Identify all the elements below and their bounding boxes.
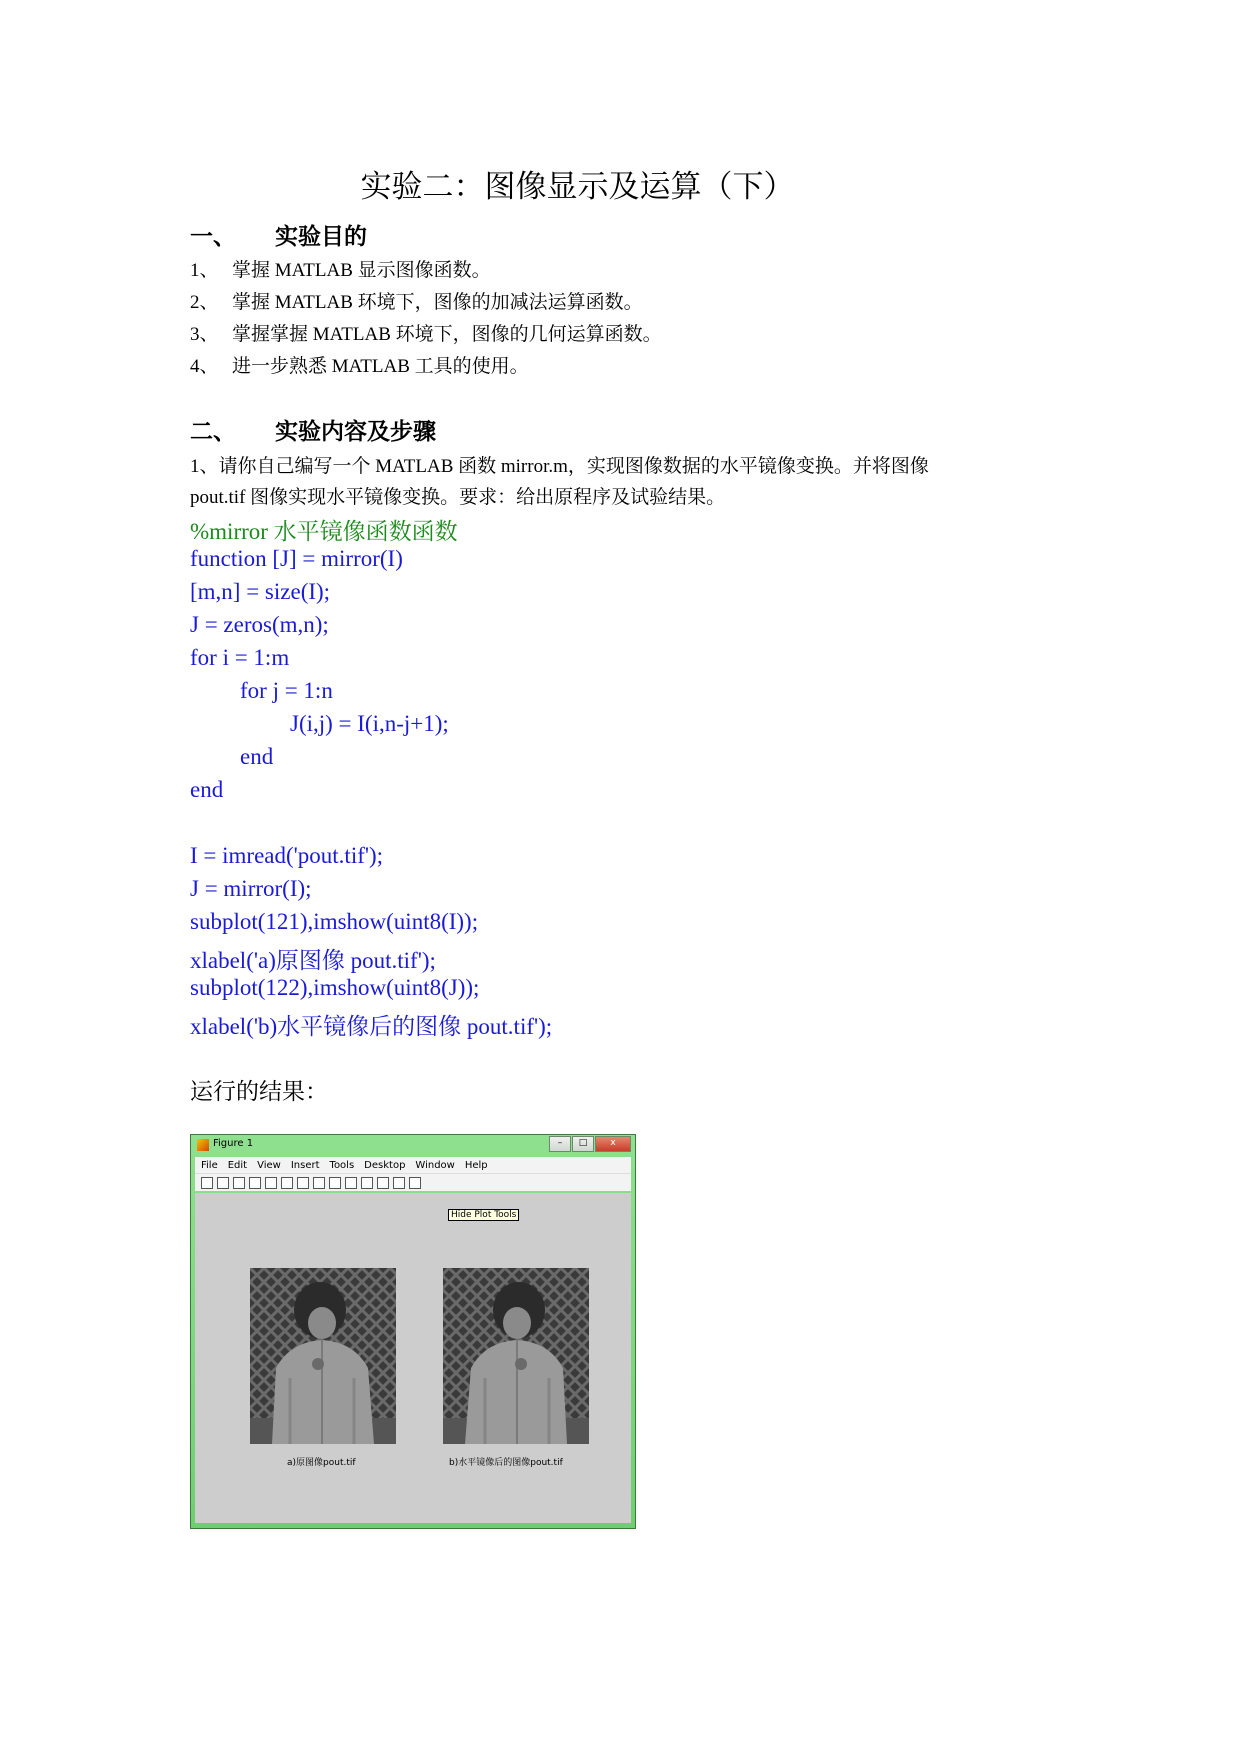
menu-edit[interactable]: Edit: [227, 1159, 248, 1171]
hide-plot-tools-icon[interactable]: [393, 1177, 405, 1189]
code-line: [m,n] = size(I);: [190, 579, 331, 604]
menu-help[interactable]: Help: [464, 1159, 488, 1171]
print-icon[interactable]: [249, 1177, 261, 1189]
pan-hand-icon[interactable]: [313, 1177, 325, 1189]
code-line: J(i,j) = I(i,n-j+1);: [290, 711, 449, 736]
section2-number: 二、: [190, 419, 236, 445]
code-line: function [J] = mirror(I): [190, 546, 403, 571]
section1-heading: 实验目的: [275, 224, 367, 250]
pointer-icon[interactable]: [265, 1177, 277, 1189]
tooltip: Hide Plot Tools: [448, 1209, 519, 1221]
code-line: subplot(122),imshow(uint8(J));: [190, 975, 480, 1000]
matlab-figure-window: [190, 1134, 636, 1529]
code-line: I = imread('pout.tif');: [190, 843, 384, 868]
menu-insert[interactable]: Insert: [290, 1159, 320, 1171]
colorbar-icon[interactable]: [361, 1177, 373, 1189]
task-paragraph-line1: 1、请你自己编写一个 MATLAB 函数 mirror.m，实现图像数据的水平镜像变换。并将图像: [190, 456, 929, 477]
matlab-logo-icon: [197, 1139, 209, 1151]
caption-original: a)原图像pout.tif: [287, 1458, 356, 1468]
list-item-number: 4、: [190, 356, 219, 377]
list-item-text: 进一步熟悉 MATLAB 工具的使用。: [232, 356, 529, 377]
figure-canvas: [195, 1193, 631, 1523]
code-line: end: [190, 777, 224, 802]
menu-tools[interactable]: Tools: [329, 1159, 355, 1171]
code-line: subplot(121),imshow(uint8(I));: [190, 909, 479, 934]
new-figure-icon[interactable]: [201, 1177, 213, 1189]
figure-title: Figure 1: [213, 1138, 254, 1149]
code-line: for j = 1:n: [240, 678, 333, 703]
legend-icon[interactable]: [377, 1177, 389, 1189]
task-paragraph-line2: pout.tif 图像实现水平镜像变换。要求：给出原程序及试验结果。: [190, 487, 726, 508]
zoom-in-icon[interactable]: [281, 1177, 293, 1189]
zoom-out-icon[interactable]: [297, 1177, 309, 1189]
figure-toolbar: [195, 1173, 631, 1191]
code-line: xlabel('b)水平镜像后的图像 pout.tif');: [190, 1014, 553, 1039]
maximize-button[interactable]: □: [572, 1136, 594, 1152]
list-item-text: 掌握掌握 MATLAB 环境下，图像的几何运算函数。: [232, 324, 662, 345]
menu-view[interactable]: View: [257, 1159, 281, 1171]
code-line: xlabel('a)原图像 pout.tif');: [190, 948, 436, 973]
show-plot-tools-icon[interactable]: [409, 1177, 421, 1189]
list-item-number: 3、: [190, 324, 219, 345]
save-icon[interactable]: [233, 1177, 245, 1189]
list-item-number: 2、: [190, 292, 219, 313]
figure-menubar: [195, 1157, 631, 1173]
list-item-number: 1、: [190, 260, 219, 281]
menu-file[interactable]: File: [201, 1159, 218, 1171]
code-line: J = mirror(I);: [190, 876, 312, 901]
menu-window[interactable]: Window: [415, 1159, 455, 1171]
result-label: 运行的结果：: [190, 1079, 328, 1104]
caption-mirrored: b)水平镜像后的图像pout.tif: [449, 1458, 563, 1468]
code-line: end: [240, 744, 274, 769]
list-item-text: 掌握 MATLAB 显示图像函数。: [232, 260, 491, 281]
document-title: 实验二：图像显示及运算（下）: [360, 169, 795, 205]
code-line: J = zeros(m,n);: [190, 612, 329, 637]
section1-number: 一、: [190, 224, 236, 250]
mirrored-image: [443, 1268, 589, 1444]
original-image: [250, 1268, 396, 1444]
close-button[interactable]: x: [595, 1136, 631, 1152]
code-line: for i = 1:m: [190, 645, 290, 670]
figure-titlebar: [191, 1135, 635, 1155]
minimize-button[interactable]: –: [549, 1136, 571, 1152]
open-file-icon[interactable]: [217, 1177, 229, 1189]
rotate-icon[interactable]: [329, 1177, 341, 1189]
data-cursor-icon[interactable]: [345, 1177, 357, 1189]
section2-heading: 实验内容及步骤: [275, 419, 436, 445]
list-item-text: 掌握 MATLAB 环境下，图像的加减法运算函数。: [232, 292, 643, 313]
menu-desktop[interactable]: Desktop: [364, 1159, 406, 1171]
code-comment: %mirror 水平镜像函数函数: [190, 519, 458, 544]
